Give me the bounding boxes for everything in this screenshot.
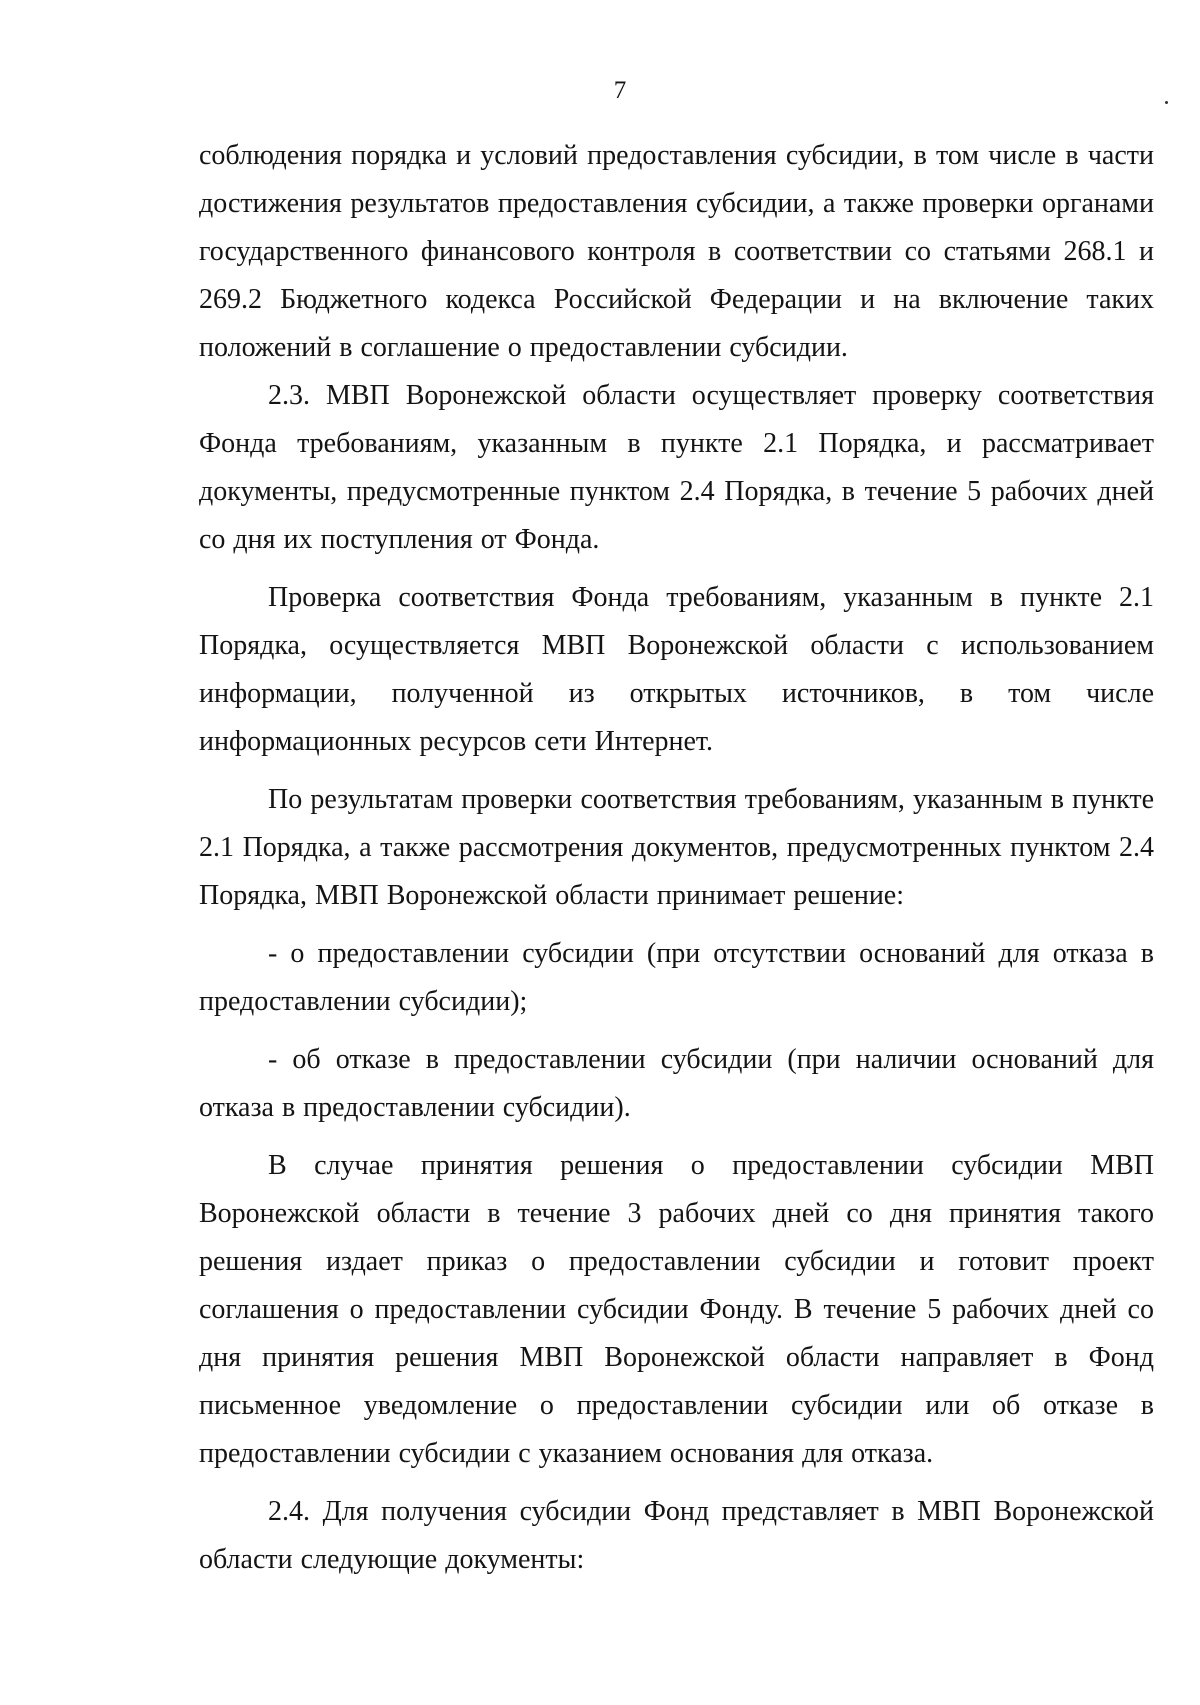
paragraph-verification: Проверка соответствия Фонда требованиям, указанным в пункте 2.1 Порядка, осуществляется МВП Воронежской области с использованием информации, полученной из открытых источников, в том числе информационных ресурсов сети Интернет. <box>199 582 1154 757</box>
paragraph-notification: В случае принятия решения о предоставлении субсидии МВП Воронежской области в течение 3 рабочих дней со дня принятия такого решения издает приказ о предоставлении субсидии и готовит проект соглашения о предоставлении субсидии Фонду. В течение 5 рабочих дней со дня принятия решения МВП Воронежской области направляет в Фонд письменное уведомление о предоставлении субсидии или об отказе в предоставлении субсидии с указанием основания для отказа. <box>199 1150 1154 1469</box>
paragraph-continuation: соблюдения порядка и условий предоставления субсидии, в том числе в части достижения результатов предоставления субсидии, а также проверки органами государственного финансового контроля в соответствии со статьями 268.1 и 269.2 Бюджетного кодекса Российской Федерации и на включение таких положений в соглашение о предоставлении субсидии. <box>199 140 1154 363</box>
scan-speck <box>1165 101 1168 104</box>
list-item-decision-refuse: - об отказе в предоставлении субсидии (при наличии оснований для отказа в предоставлении субсидии). <box>199 1044 1154 1123</box>
document-body <box>199 132 1154 1584</box>
paragraph-results: По результатам проверки соответствия требованиям, указанным в пункте 2.1 Порядка, а также рассмотрения документов, предусмотренных пунктом 2.4 Порядка, МВП Воронежской области принимает решение: <box>199 784 1154 911</box>
paragraph-clause-2-3: 2.3. МВП Воронежской области осуществляет проверку соответствия Фонда требованиям, указанным в пункте 2.1 Порядка, и рассматривает документы, предусмотренные пунктом 2.4 Порядка, в течение 5 рабочих дней со дня их поступления от Фонда. <box>199 380 1154 555</box>
page-number: 7 <box>613 77 627 104</box>
paragraph-clause-2-4: 2.4. Для получения субсидии Фонд представляет в МВП Воронежской области следующие документы: <box>199 1496 1154 1575</box>
list-item-decision-grant: - о предоставлении субсидии (при отсутствии оснований для отказа в предоставлении субсидии); <box>199 938 1154 1017</box>
